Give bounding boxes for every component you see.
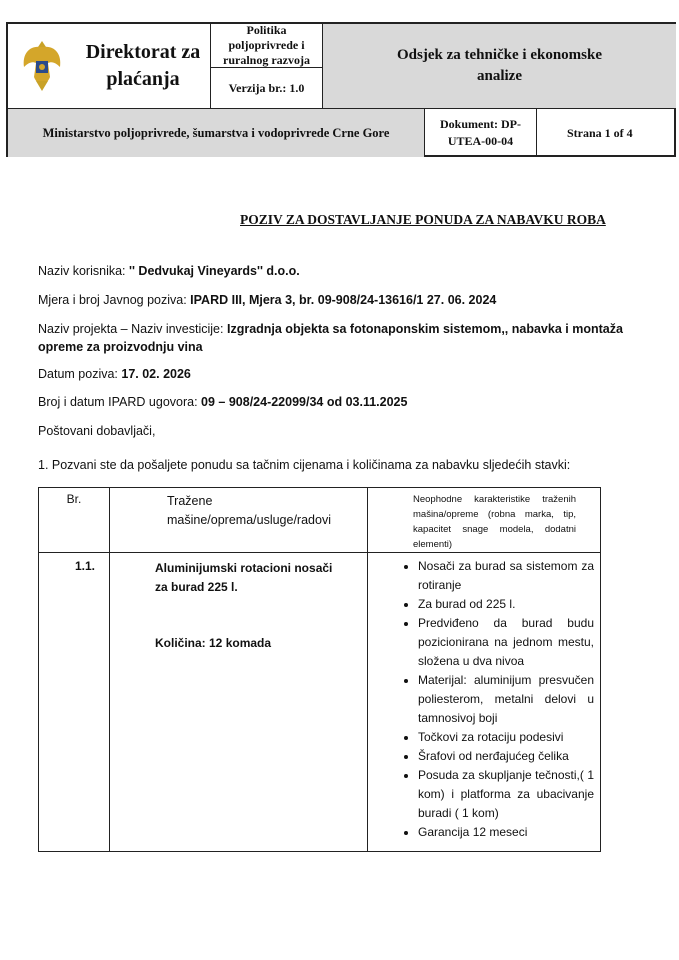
document-title: POZIV ZA DOSTAVLJANJE PONUDA ZA NABAVKU ROBA (240, 212, 606, 227)
version-label: Verzija br.: 1.0 (210, 67, 322, 108)
org-title: Direktorat za plaćanja (85, 41, 201, 90)
header-number: Br. (39, 488, 110, 553)
field-label: Broj i datum IPARD ugovora: (38, 395, 202, 409)
spec-item: • Za burad od 225 l. (418, 595, 594, 614)
spec-list (390, 557, 594, 842)
spec-item: • Šrafovi od nerđajućeg čelika (418, 747, 594, 766)
ministry-label: Ministarstvo poljoprivrede, šumarstva i vodoprivrede Crne Gore (8, 108, 424, 157)
field-label: Datum poziva: (38, 367, 122, 381)
field-project (38, 320, 638, 356)
row-item (110, 553, 368, 852)
field-value: Izgradnja objekta sa fotonaponskim sistemom,, nabavka i montaža opreme za proizvodnju vina (38, 322, 623, 354)
spec-item: • Nosači za burad sa sistemom za rotiranje (418, 557, 594, 595)
spec-item: • Garancija 12 meseci (418, 823, 594, 842)
document-header (6, 22, 676, 157)
field-measure (38, 291, 638, 309)
spec-item: • Predviđeno da burad budu pozicionirana na jednom mestu, složena u dva nivoa (418, 614, 594, 671)
field-beneficiary (38, 262, 638, 280)
field-label: Mjera i broj Javnog poziva: (38, 293, 191, 307)
item-quantity: Količina: 12 komada (155, 636, 272, 650)
table-header-row (39, 488, 601, 553)
row-specs (368, 553, 601, 852)
greeting: Poštovani dobavljači, (38, 424, 156, 438)
field-value: IPARD III, Mjera 3, br. 09-908/24-13616/1 27. 06. 2024 (190, 293, 497, 307)
field-label: Naziv korisnika: (38, 264, 129, 278)
field-label: Naziv projekta – Naziv investicije: (38, 322, 227, 336)
spec-item: • Posuda za skupljanje tečnosti,( 1 kom) i platforma za ubacivanje buradi ( 1 kom) (418, 766, 594, 823)
policy-label: Politika poljoprivrede i ruralnog razvoja (210, 24, 322, 67)
field-value: 09 – 908/24-22099/34 od 03.11.2025 (201, 395, 408, 409)
field-date (38, 365, 638, 383)
table-row (39, 553, 601, 852)
item-name: Aluminijumski rotacioni nosači za burad 225 l. (155, 561, 333, 594)
field-value: '' Dedvukaj Vineyards'' d.o.o. (129, 264, 300, 278)
header-items: Tražene mašine/oprema/usluge/radovi (110, 488, 368, 553)
items-table (38, 487, 601, 852)
document-number: Dokument: DP-UTEA-00-04 (424, 108, 536, 157)
montenegro-coat-of-arms-icon (8, 24, 76, 108)
intro-text: 1. Pozvani ste da pošaljete ponudu sa tačnim cijenama i količinama za nabavku sljedećih stavki: (38, 458, 571, 472)
row-number: 1.1. (39, 553, 110, 852)
page-number: Strana 1 of 4 (536, 108, 676, 157)
department-label: Odsjek za tehničke i ekonomske analize (322, 24, 676, 108)
spec-item: • Točkovi za rotaciju podesivi (418, 728, 594, 747)
field-value: 17. 02. 2026 (121, 367, 191, 381)
spec-item: • Materijal: aluminijum presvučen poliesterom, metalni delovi u tamnosivoj boji (418, 671, 594, 728)
header-specs: Neophodne karakteristike traženih mašina/opreme (robna marka, tip, kapacitet snage modela, dodatni elementi) (368, 488, 601, 553)
field-contract (38, 393, 638, 411)
